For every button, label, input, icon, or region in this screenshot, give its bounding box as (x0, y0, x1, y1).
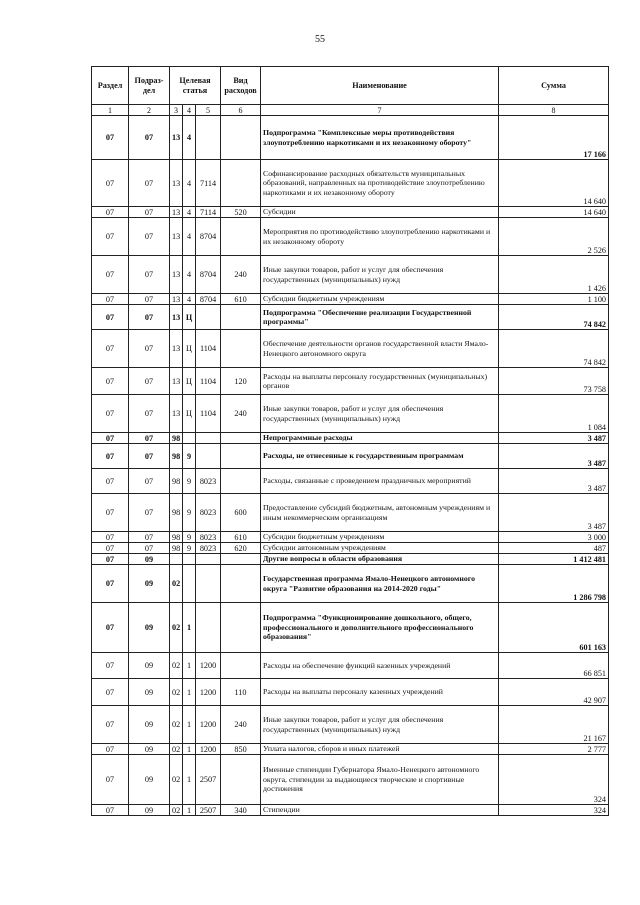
column-number: 1 (92, 105, 129, 116)
table-row (92, 679, 609, 706)
direction-code-cell (196, 433, 221, 444)
item-name-cell: Государственная программа Ямало-Ненецкого автономного округа "Развитие образования на 2014-2020 годы" (261, 565, 499, 603)
item-name-cell: Предоставление субсидий бюджетным, автономным учреждениям и иным некоммерческим организациям (261, 494, 499, 532)
razdel-cell: 07 (92, 305, 129, 330)
program-code-cell: 13 (170, 305, 183, 330)
direction-code-cell: 8023 (196, 532, 221, 543)
podrazdel-cell: 07 (129, 494, 170, 532)
podrazdel-cell: 07 (129, 444, 170, 469)
expense-type-cell: 600 (221, 494, 261, 532)
expense-type-cell: 110 (221, 679, 261, 706)
program-code-cell: 02 (170, 603, 183, 653)
table-row (92, 116, 609, 160)
table-row (92, 565, 609, 603)
table-row (92, 653, 609, 679)
item-name-cell: Подпрограмма "Функционирование дошкольного, общего, профессионального и дополнительного профессионального образования" (261, 603, 499, 653)
subprogram-code-cell (183, 433, 196, 444)
item-name-cell: Расходы на обеспечение функций казенных учреждений (261, 653, 499, 679)
program-code-cell: 13 (170, 368, 183, 395)
table-row (92, 603, 609, 653)
program-code-cell: 98 (170, 444, 183, 469)
amount-cell: 1 286 798 (499, 565, 609, 603)
expense-type-cell: 240 (221, 256, 261, 294)
item-name-cell: Субсидии бюджетным учреждениям (261, 294, 499, 305)
podrazdel-cell: 09 (129, 565, 170, 603)
subprogram-code-cell: 4 (183, 218, 196, 256)
podrazdel-cell: 07 (129, 330, 170, 368)
header-tselevaya-statya: Целевая статья (170, 67, 221, 105)
program-code-cell: 98 (170, 532, 183, 543)
amount-cell: 3 000 (499, 532, 609, 543)
direction-code-cell: 1104 (196, 330, 221, 368)
subprogram-code-cell: 4 (183, 256, 196, 294)
razdel-cell: 07 (92, 444, 129, 469)
column-number: 2 (129, 105, 170, 116)
column-number: 6 (221, 105, 261, 116)
amount-cell: 14 640 (499, 160, 609, 207)
item-name-cell: Подпрограмма "Комплексные меры противодействия злоупотреблению наркотиками и их незаконному обороту" (261, 116, 499, 160)
table-row (92, 330, 609, 368)
podrazdel-cell: 07 (129, 160, 170, 207)
razdel-cell: 07 (92, 554, 129, 565)
expense-type-cell: 240 (221, 395, 261, 433)
header-podrazdel: Подраз-дел (129, 67, 170, 105)
direction-code-cell (196, 305, 221, 330)
item-name-cell: Непрограммные расходы (261, 433, 499, 444)
direction-code-cell: 7114 (196, 207, 221, 218)
amount-cell: 14 640 (499, 207, 609, 218)
expense-type-cell: 240 (221, 706, 261, 744)
table-row (92, 744, 609, 755)
expense-type-cell (221, 433, 261, 444)
expense-type-cell (221, 330, 261, 368)
direction-code-cell: 8704 (196, 256, 221, 294)
table-row (92, 160, 609, 207)
direction-code-cell: 2507 (196, 805, 221, 816)
table-row (92, 395, 609, 433)
amount-cell: 74 842 (499, 330, 609, 368)
item-name-cell: Субсидии автономным учреждениям (261, 543, 499, 554)
podrazdel-cell: 07 (129, 395, 170, 433)
podrazdel-cell: 09 (129, 554, 170, 565)
razdel-cell: 07 (92, 565, 129, 603)
table-row (92, 256, 609, 294)
direction-code-cell: 1200 (196, 679, 221, 706)
expense-type-cell (221, 469, 261, 494)
expense-type-cell (221, 116, 261, 160)
expense-type-cell (221, 755, 261, 805)
razdel-cell: 07 (92, 744, 129, 755)
expense-type-cell: 620 (221, 543, 261, 554)
subprogram-code-cell: Ц (183, 305, 196, 330)
podrazdel-cell: 09 (129, 603, 170, 653)
razdel-cell: 07 (92, 116, 129, 160)
amount-cell: 324 (499, 755, 609, 805)
razdel-cell: 07 (92, 433, 129, 444)
item-name-cell: Стипендии (261, 805, 499, 816)
podrazdel-cell: 07 (129, 543, 170, 554)
program-code-cell: 98 (170, 433, 183, 444)
podrazdel-cell: 07 (129, 294, 170, 305)
razdel-cell: 07 (92, 294, 129, 305)
subprogram-code-cell: 9 (183, 444, 196, 469)
subprogram-code-cell (183, 565, 196, 603)
direction-code-cell (196, 116, 221, 160)
table-row (92, 543, 609, 554)
subprogram-code-cell: 4 (183, 207, 196, 218)
item-name-cell: Подпрограмма "Обеспечение реализации Государственной программы" (261, 305, 499, 330)
header-razdel: Раздел (92, 67, 129, 105)
header-vid-raskhodov: Вид расходов (221, 67, 261, 105)
razdel-cell: 07 (92, 805, 129, 816)
page-number: 55 (315, 34, 325, 45)
direction-code-cell (196, 554, 221, 565)
column-number: 3 (170, 105, 183, 116)
razdel-cell: 07 (92, 218, 129, 256)
program-code-cell: 98 (170, 469, 183, 494)
amount-cell: 1 412 481 (499, 554, 609, 565)
amount-cell: 3 487 (499, 444, 609, 469)
subprogram-code-cell (183, 554, 196, 565)
expense-type-cell (221, 565, 261, 603)
program-code-cell: 98 (170, 494, 183, 532)
podrazdel-cell: 07 (129, 433, 170, 444)
direction-code-cell (196, 565, 221, 603)
table-row (92, 218, 609, 256)
direction-code-cell: 8704 (196, 294, 221, 305)
podrazdel-cell: 07 (129, 116, 170, 160)
amount-cell: 2 526 (499, 218, 609, 256)
table-row (92, 706, 609, 744)
subprogram-code-cell: 4 (183, 116, 196, 160)
amount-cell: 66 851 (499, 653, 609, 679)
item-name-cell: Расходы на выплаты персоналу казенных учреждений (261, 679, 499, 706)
direction-code-cell: 8023 (196, 543, 221, 554)
item-name-cell: Уплата налогов, сборов и иных платежей (261, 744, 499, 755)
amount-cell: 1 100 (499, 294, 609, 305)
item-name-cell: Обеспечение деятельности органов государственной власти Ямало-Ненецкого автономного округа (261, 330, 499, 368)
direction-code-cell: 1104 (196, 368, 221, 395)
table-row (92, 305, 609, 330)
direction-code-cell: 7114 (196, 160, 221, 207)
budget-table (91, 66, 609, 816)
expense-type-cell (221, 554, 261, 565)
razdel-cell: 07 (92, 207, 129, 218)
program-code-cell: 13 (170, 116, 183, 160)
item-name-cell: Софинансирование расходных обязательств муниципальных образований, направленных на противодействие злоупотреблению наркотиками и их незаконному обороту (261, 160, 499, 207)
program-code-cell: 13 (170, 218, 183, 256)
header-naimenovanie: Наименование (261, 67, 499, 105)
direction-code-cell (196, 603, 221, 653)
podrazdel-cell: 07 (129, 207, 170, 218)
expense-type-cell: 120 (221, 368, 261, 395)
header-summa: Сумма (499, 67, 609, 105)
table-row (92, 433, 609, 444)
amount-cell: 17 166 (499, 116, 609, 160)
expense-type-cell: 610 (221, 294, 261, 305)
razdel-cell: 07 (92, 469, 129, 494)
subprogram-code-cell: Ц (183, 395, 196, 433)
subprogram-code-cell: 1 (183, 679, 196, 706)
expense-type-cell: 610 (221, 532, 261, 543)
expense-type-cell (221, 444, 261, 469)
direction-code-cell: 8023 (196, 469, 221, 494)
item-name-cell: Субсидии бюджетным учреждениям (261, 532, 499, 543)
expense-type-cell: 850 (221, 744, 261, 755)
program-code-cell (170, 554, 183, 565)
podrazdel-cell: 09 (129, 744, 170, 755)
table-row (92, 532, 609, 543)
item-name-cell: Именные стипендии Губернатора Ямало-Ненецкого автономного округа, стипендии за выдающиеся творческие и спортивные достижения (261, 755, 499, 805)
amount-cell: 1 084 (499, 395, 609, 433)
direction-code-cell: 1104 (196, 395, 221, 433)
razdel-cell: 07 (92, 256, 129, 294)
razdel-cell: 07 (92, 653, 129, 679)
item-name-cell: Расходы, не отнесенные к государственным программам (261, 444, 499, 469)
podrazdel-cell: 09 (129, 653, 170, 679)
podrazdel-cell: 09 (129, 679, 170, 706)
program-code-cell: 13 (170, 395, 183, 433)
program-code-cell: 02 (170, 706, 183, 744)
subprogram-code-cell: 1 (183, 805, 196, 816)
table-row (92, 207, 609, 218)
item-name-cell: Субсидии (261, 207, 499, 218)
amount-cell: 2 777 (499, 744, 609, 755)
direction-code-cell: 8704 (196, 218, 221, 256)
expense-type-cell: 340 (221, 805, 261, 816)
podrazdel-cell: 07 (129, 305, 170, 330)
direction-code-cell: 1200 (196, 653, 221, 679)
razdel-cell: 07 (92, 494, 129, 532)
column-number: 8 (499, 105, 609, 116)
podrazdel-cell: 07 (129, 469, 170, 494)
razdel-cell: 07 (92, 330, 129, 368)
subprogram-code-cell: 1 (183, 744, 196, 755)
podrazdel-cell: 09 (129, 706, 170, 744)
expense-type-cell (221, 160, 261, 207)
program-code-cell: 13 (170, 207, 183, 218)
subprogram-code-cell: 1 (183, 603, 196, 653)
program-code-cell: 02 (170, 565, 183, 603)
subprogram-code-cell: 9 (183, 494, 196, 532)
column-number: 4 (183, 105, 196, 116)
subprogram-code-cell: 9 (183, 532, 196, 543)
item-name-cell: Иные закупки товаров, работ и услуг для обеспечения государственных (муниципальных) нужд (261, 706, 499, 744)
expense-type-cell (221, 653, 261, 679)
amount-cell: 324 (499, 805, 609, 816)
table-row (92, 294, 609, 305)
expense-type-cell (221, 603, 261, 653)
subprogram-code-cell: 9 (183, 469, 196, 494)
razdel-cell: 07 (92, 368, 129, 395)
direction-code-cell (196, 444, 221, 469)
razdel-cell: 07 (92, 532, 129, 543)
subprogram-code-cell: 1 (183, 653, 196, 679)
table-row (92, 469, 609, 494)
program-code-cell: 02 (170, 679, 183, 706)
razdel-cell: 07 (92, 706, 129, 744)
razdel-cell: 07 (92, 543, 129, 554)
podrazdel-cell: 07 (129, 218, 170, 256)
amount-cell: 3 487 (499, 469, 609, 494)
direction-code-cell: 2507 (196, 755, 221, 805)
item-name-cell: Иные закупки товаров, работ и услуг для обеспечения государственных (муниципальных) нужд (261, 395, 499, 433)
amount-cell: 3 487 (499, 433, 609, 444)
table-row (92, 805, 609, 816)
column-number: 7 (261, 105, 499, 116)
razdel-cell: 07 (92, 679, 129, 706)
column-number-row (92, 105, 609, 116)
subprogram-code-cell: 4 (183, 294, 196, 305)
razdel-cell: 07 (92, 755, 129, 805)
program-code-cell: 13 (170, 330, 183, 368)
podrazdel-cell: 07 (129, 368, 170, 395)
amount-cell: 21 167 (499, 706, 609, 744)
direction-code-cell: 8023 (196, 494, 221, 532)
item-name-cell: Расходы, связанные с проведением праздничных мероприятий (261, 469, 499, 494)
program-code-cell: 02 (170, 805, 183, 816)
subprogram-code-cell: 4 (183, 160, 196, 207)
amount-cell: 487 (499, 543, 609, 554)
direction-code-cell: 1200 (196, 706, 221, 744)
table-row (92, 444, 609, 469)
podrazdel-cell: 07 (129, 532, 170, 543)
razdel-cell: 07 (92, 160, 129, 207)
program-code-cell: 02 (170, 755, 183, 805)
subprogram-code-cell: Ц (183, 330, 196, 368)
program-code-cell: 02 (170, 744, 183, 755)
item-name-cell: Расходы на выплаты персоналу государственных (муниципальных) органов (261, 368, 499, 395)
program-code-cell: 13 (170, 160, 183, 207)
item-name-cell: Иные закупки товаров, работ и услуг для обеспечения государственных (муниципальных) нужд (261, 256, 499, 294)
program-code-cell: 13 (170, 256, 183, 294)
amount-cell: 3 487 (499, 494, 609, 532)
amount-cell: 73 758 (499, 368, 609, 395)
amount-cell: 42 907 (499, 679, 609, 706)
direction-code-cell: 1200 (196, 744, 221, 755)
item-name-cell: Мероприятия по противодействию злоупотреблению наркотиками и их незаконному обороту (261, 218, 499, 256)
razdel-cell: 07 (92, 603, 129, 653)
amount-cell: 1 426 (499, 256, 609, 294)
program-code-cell: 13 (170, 294, 183, 305)
table-row (92, 755, 609, 805)
column-number: 5 (196, 105, 221, 116)
expense-type-cell (221, 305, 261, 330)
program-code-cell: 02 (170, 653, 183, 679)
amount-cell: 601 163 (499, 603, 609, 653)
subprogram-code-cell: 1 (183, 755, 196, 805)
podrazdel-cell: 07 (129, 256, 170, 294)
table-row (92, 554, 609, 565)
table-row (92, 494, 609, 532)
razdel-cell: 07 (92, 395, 129, 433)
program-code-cell: 98 (170, 543, 183, 554)
subprogram-code-cell: 1 (183, 706, 196, 744)
podrazdel-cell: 09 (129, 755, 170, 805)
item-name-cell: Другие вопросы в области образования (261, 554, 499, 565)
table-body (92, 116, 609, 816)
table-row (92, 368, 609, 395)
podrazdel-cell: 09 (129, 805, 170, 816)
amount-cell: 74 842 (499, 305, 609, 330)
subprogram-code-cell: Ц (183, 368, 196, 395)
expense-type-cell: 520 (221, 207, 261, 218)
expense-type-cell (221, 218, 261, 256)
subprogram-code-cell: 9 (183, 543, 196, 554)
